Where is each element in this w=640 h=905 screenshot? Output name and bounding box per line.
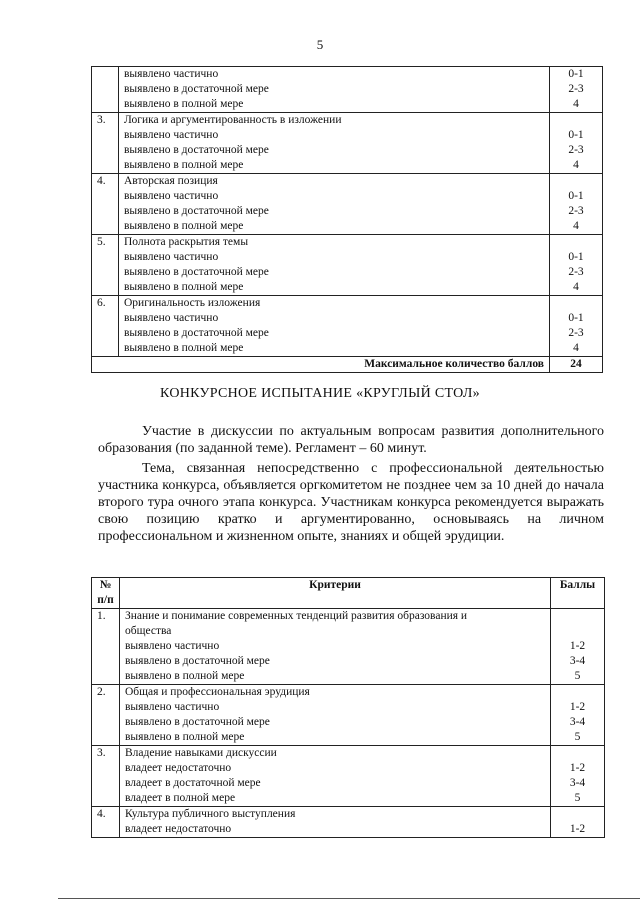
score-cell (550, 235, 603, 296)
score-cell (551, 746, 605, 807)
score-value: 0-1 (568, 129, 584, 141)
score-value: 2-3 (568, 205, 584, 217)
criterion-line: выявлено в полной мере (124, 98, 244, 110)
criterion-line: выявлено в достаточной мере (124, 327, 269, 339)
criterion-line: выявлено в достаточной мере (124, 144, 269, 156)
score-value: 1-2 (569, 762, 586, 774)
criterion-title: Культура публичного выступления (125, 808, 296, 820)
criterion-line: выявлено частично (124, 312, 219, 324)
score-value: 1-2 (569, 701, 586, 713)
page-bottom-rule (58, 898, 640, 899)
criteria-cell (120, 685, 551, 746)
score-value: 3-4 (569, 716, 586, 728)
score-cell (550, 67, 603, 113)
score-value: 5 (574, 670, 581, 682)
table-row (92, 235, 603, 296)
table-row (92, 296, 603, 357)
header-number: № п/п (92, 578, 120, 609)
table-row (92, 807, 605, 838)
table-row (92, 746, 605, 807)
score-value: 2-3 (568, 327, 584, 339)
criteria-cell (119, 235, 550, 296)
header-criteria: Критерии (120, 578, 551, 609)
criterion-line: выявлено частично (124, 251, 219, 263)
score-value: 0-1 (568, 251, 584, 263)
score-value: 5 (574, 792, 581, 804)
row-number: 2. (92, 685, 120, 746)
score-value: 1-2 (569, 640, 586, 652)
score-value: 3-4 (569, 777, 586, 789)
row-number: 5. (92, 235, 119, 296)
criterion-title: Полнота раскрытия темы (124, 236, 249, 248)
criterion-line: выявлено частично (124, 190, 219, 202)
row-number: 6. (92, 296, 119, 357)
criteria-cell (120, 746, 551, 807)
criterion-line: выявлено в полной мере (124, 159, 244, 171)
criterion-title: Владение навыками дискуссии (125, 747, 277, 759)
score-value: 2-3 (568, 83, 584, 95)
criterion-line: владеет в полной мере (125, 792, 236, 804)
criterion-line: выявлено частично (125, 701, 220, 713)
criterion-line: выявлено в достаточной мере (125, 716, 270, 728)
criterion-line: выявлено в полной мере (125, 670, 245, 682)
score-value: 1-2 (569, 823, 586, 835)
table-row (92, 685, 605, 746)
row-number: 3. (92, 746, 120, 807)
total-value: 24 (550, 357, 603, 373)
criteria-cell (119, 67, 550, 113)
score-value: 0-1 (568, 190, 584, 202)
score-value: 2-3 (568, 144, 584, 156)
criterion-title: Знание и понимание современных тенденций развития образования и (125, 610, 468, 622)
table-row (92, 113, 603, 174)
criteria-cell (120, 807, 551, 838)
table-row (92, 174, 603, 235)
score-cell (550, 113, 603, 174)
paragraph-2: Тема, связанная непосредственно с профессиональной деятельностью участника конкурса, объявляется оргкомитетом не позднее чем за 10 дней до начала второго тура очного этапа конкурса. Участникам конкурса рекомендуется выражать свою позицию кратко и аргументированно, основываясь на личном профессиональном и жизненном опыте, знаниях и общей эрудиции. (98, 461, 604, 544)
paragraph-1: Участие в дискуссии по актуальным вопросам развития дополнительного образования (по заданной теме). Регламент – 60 минут. (98, 424, 604, 456)
score-value: 4 (573, 98, 579, 110)
section-title: КОНКУРСНОЕ ИСПЫТАНИЕ «КРУГЛЫЙ СТОЛ» (160, 386, 480, 401)
score-value: 5 (574, 731, 581, 743)
criterion-line: выявлено частично (124, 68, 219, 80)
score-value: 2-3 (568, 266, 584, 278)
page-number: 5 (316, 37, 324, 52)
row-number: 1. (92, 609, 120, 685)
table-header (92, 578, 605, 609)
criteria-cell (120, 609, 551, 685)
criterion-line: выявлено в достаточной мере (124, 266, 269, 278)
criteria-cell (119, 296, 550, 357)
score-cell (551, 807, 605, 838)
criterion-line: владеет недостаточно (125, 823, 232, 835)
table-row (92, 609, 605, 685)
criterion-line: выявлено в достаточной мере (125, 655, 270, 667)
criterion-line: владеет в достаточной мере (125, 777, 261, 789)
score-value: 4 (573, 220, 579, 232)
criterion-line: выявлено в полной мере (124, 342, 244, 354)
score-cell (550, 296, 603, 357)
row-number (92, 67, 119, 113)
score-cell (550, 174, 603, 235)
score-value: 0-1 (568, 68, 584, 80)
row-number: 4. (92, 174, 119, 235)
table-row (92, 67, 603, 113)
score-cell (551, 685, 605, 746)
criterion-title: Логика и аргументированность в изложении (124, 114, 342, 126)
score-value: 4 (573, 159, 579, 171)
header-score: Баллы (551, 578, 605, 609)
criterion-title: Авторская позиция (124, 175, 218, 187)
criterion-line: выявлено в полной мере (125, 731, 245, 743)
criteria-cell (119, 174, 550, 235)
criterion-title: Общая и профессиональная эрудиция (125, 686, 310, 698)
criterion-line: выявлено частично (124, 129, 219, 141)
criterion-line: выявлено частично (125, 640, 220, 652)
score-value: 3-4 (569, 655, 586, 667)
criterion-title: общества (125, 625, 172, 637)
criteria-table-2 (91, 577, 605, 838)
criterion-line: выявлено в полной мере (124, 281, 244, 293)
criterion-line: выявлено в достаточной мере (124, 83, 269, 95)
score-value: 4 (573, 342, 579, 354)
criterion-line: владеет недостаточно (125, 762, 232, 774)
criteria-cell (119, 113, 550, 174)
total-row (92, 357, 603, 373)
row-number: 3. (92, 113, 119, 174)
score-cell (551, 609, 605, 685)
criterion-line: выявлено в достаточной мере (124, 205, 269, 217)
row-number: 4. (92, 807, 120, 838)
criteria-table-1 (91, 66, 603, 373)
criterion-line: выявлено в полной мере (124, 220, 244, 232)
criterion-title: Оригинальность изложения (124, 297, 261, 309)
score-value: 0-1 (568, 312, 584, 324)
score-value: 4 (573, 281, 579, 293)
total-label: Максимальное количество баллов (92, 357, 550, 373)
